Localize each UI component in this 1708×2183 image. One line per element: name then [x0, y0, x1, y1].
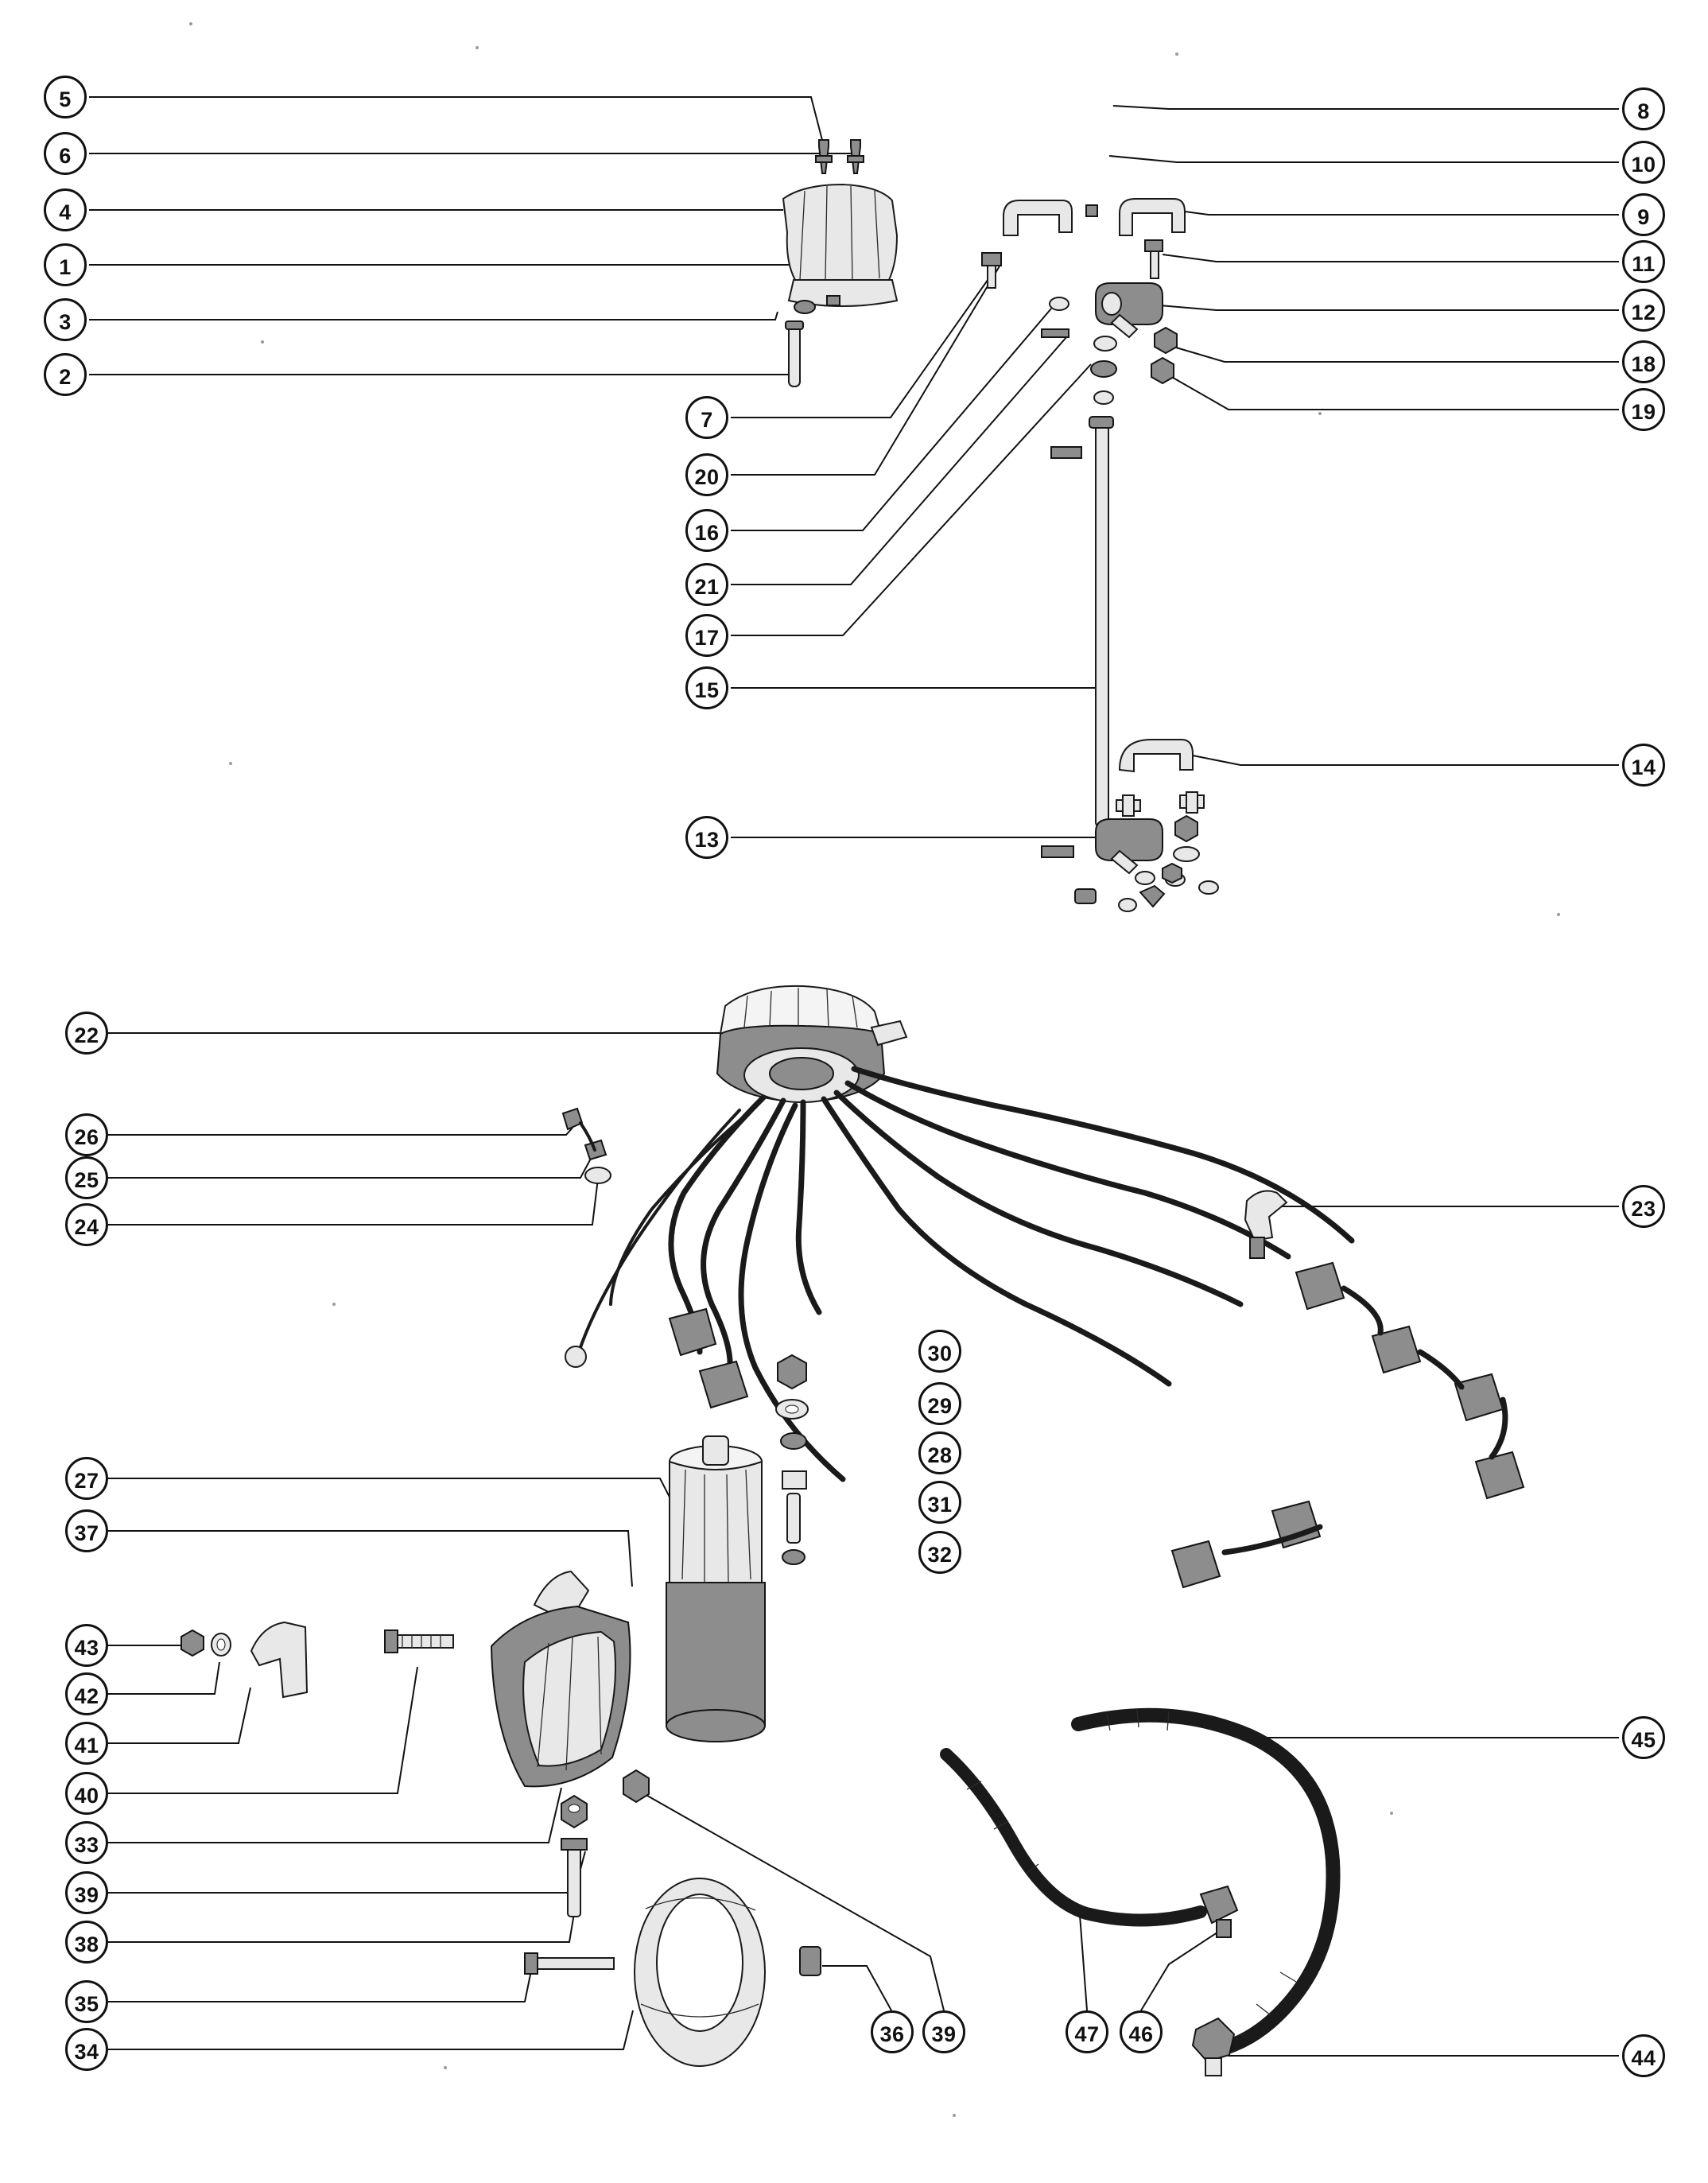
callout-31[interactable]: 31	[918, 1481, 961, 1524]
part-washer-17	[1091, 361, 1116, 377]
part-grommet-34	[635, 1878, 765, 2066]
callout-27[interactable]: 27	[65, 1457, 108, 1500]
part-bracket-41	[251, 1622, 307, 1697]
callout-10[interactable]: 10	[1622, 141, 1665, 184]
part-bolt-11	[1145, 240, 1163, 278]
callout-4[interactable]: 4	[44, 188, 87, 231]
callout-44[interactable]: 44	[1622, 2034, 1665, 2077]
callout-2[interactable]: 2	[44, 353, 87, 396]
callout-46[interactable]: 46	[1120, 2010, 1163, 2053]
part-clip-36	[800, 1947, 821, 1975]
callout-39[interactable]: 39	[65, 1871, 108, 1914]
callout-21[interactable]: 21	[685, 563, 728, 606]
part-bracket-9	[1120, 199, 1185, 235]
part-washer-16	[1050, 297, 1069, 310]
callout-30[interactable]: 30	[918, 1330, 961, 1373]
leader-lines-top-right	[1109, 106, 1619, 410]
part-cluster-13	[1042, 792, 1218, 911]
callout-18[interactable]: 18	[1622, 340, 1665, 383]
callout-39-second[interactable]: 39	[922, 2010, 965, 2053]
part-washers-42-43	[181, 1630, 231, 1656]
callout-38[interactable]: 38	[65, 1921, 108, 1964]
callout-37[interactable]: 37	[65, 1509, 108, 1552]
callout-15[interactable]: 15	[685, 666, 728, 709]
callout-17[interactable]: 17	[685, 614, 728, 657]
callout-35[interactable]: 35	[65, 1980, 108, 2023]
callout-34[interactable]: 34	[65, 2028, 108, 2071]
callout-45[interactable]: 45	[1622, 1716, 1665, 1759]
callout-33[interactable]: 33	[65, 1821, 108, 1864]
part-pin-15b	[1051, 447, 1081, 458]
part-bolt-38-35	[525, 1953, 614, 1974]
callout-12[interactable]: 12	[1622, 289, 1665, 332]
callout-32[interactable]: 32	[918, 1531, 961, 1574]
part-nut-19	[1151, 358, 1174, 383]
leader-lines-center	[731, 265, 1619, 849]
callout-47[interactable]: 47	[1066, 2010, 1108, 2053]
part-swivel-12	[1096, 283, 1163, 337]
callout-43[interactable]: 43	[65, 1624, 108, 1667]
part-distributor-22	[717, 986, 906, 1102]
part-block-10	[1086, 205, 1097, 216]
callout-16[interactable]: 16	[685, 509, 728, 552]
callout-42[interactable]: 42	[65, 1672, 108, 1715]
part-ignition-coil-27	[666, 1436, 765, 1742]
callout-9[interactable]: 9	[1622, 193, 1665, 236]
part-hose-45	[1078, 1710, 1333, 2050]
callout-29[interactable]: 29	[918, 1382, 961, 1425]
callout-41[interactable]: 41	[65, 1722, 108, 1765]
part-long-rod-15	[1089, 417, 1113, 827]
part-pin-20	[1042, 329, 1069, 337]
part-hose-47	[946, 1754, 1201, 1921]
part-fitting-44	[1193, 2018, 1234, 2076]
part-nut-18	[1155, 328, 1177, 353]
part-bolt-40	[385, 1630, 453, 1653]
callout-19[interactable]: 19	[1622, 388, 1665, 431]
callout-24[interactable]: 24	[65, 1203, 108, 1246]
part-bracket-8	[1003, 200, 1072, 235]
leader-lines-top-left	[89, 97, 859, 375]
part-washer-21	[1094, 336, 1116, 351]
callout-22[interactable]: 22	[65, 1012, 108, 1055]
callout-7[interactable]: 7	[685, 396, 728, 439]
callout-23[interactable]: 23	[1622, 1185, 1665, 1228]
callout-28[interactable]: 28	[918, 1431, 961, 1474]
wire-harness	[565, 1069, 1352, 1479]
callout-11[interactable]: 11	[1622, 240, 1665, 283]
callout-25[interactable]: 25	[65, 1156, 108, 1199]
callout-36[interactable]: 36	[871, 2010, 914, 2053]
callout-3[interactable]: 3	[44, 298, 87, 341]
part-bracket-14	[1120, 740, 1193, 771]
callout-14[interactable]: 14	[1622, 744, 1665, 787]
part-distributor-cap	[783, 185, 897, 313]
part-screws-5-6	[816, 140, 864, 173]
part-nut-33	[561, 1796, 587, 1828]
part-bolt-39	[561, 1839, 587, 1917]
callout-20[interactable]: 20	[685, 453, 728, 496]
part-fasteners-24-26	[563, 1109, 611, 1183]
part-shield-37	[491, 1571, 631, 1786]
callout-40[interactable]: 40	[65, 1772, 108, 1815]
part-connector-23	[1245, 1191, 1287, 1258]
callout-8[interactable]: 8	[1622, 87, 1665, 130]
callout-13[interactable]: 13	[685, 816, 728, 859]
callout-1[interactable]: 1	[44, 243, 87, 286]
callout-26[interactable]: 26	[65, 1113, 108, 1156]
callout-6[interactable]: 6	[44, 132, 87, 175]
callout-5[interactable]: 5	[44, 76, 87, 118]
part-clip-39b	[623, 1770, 649, 1802]
part-stack-28-32	[776, 1355, 808, 1564]
part-washer-extra	[1094, 391, 1113, 404]
part-rod-2	[786, 321, 803, 386]
leader-lines-lower-left	[108, 1033, 1619, 2056]
